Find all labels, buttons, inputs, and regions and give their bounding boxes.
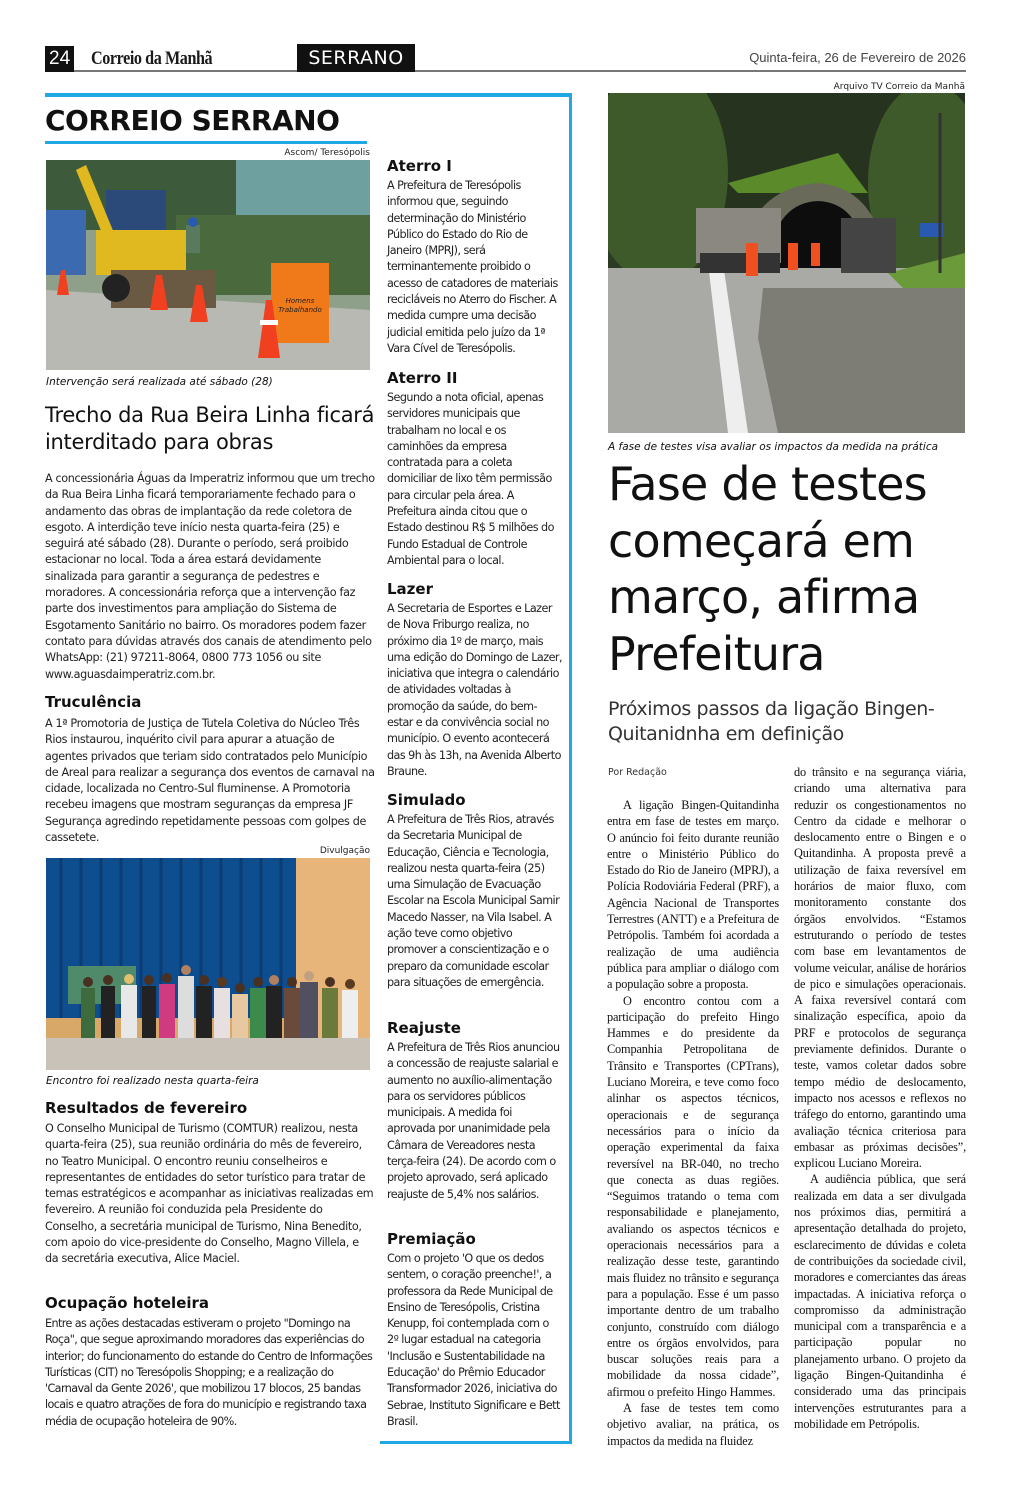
svg-text:Trabalhando: Trabalhando [278,306,322,314]
frame-right-rule [569,93,572,1443]
note-heading: Lazer [387,580,433,598]
note-body: A Prefeitura de Três Rios, através da Secretaria Municipal de Educação, Ciência e Tecnologia, realizou nesta quarta-feira (25) uma Simulação de Evacuação Escolar na Escola Municipal Samir Macedo Nasser, na Vila Isabel. A ação teve como objetivo promover a conscientização e o preparo da comunidade escolar para situações de emergência. [387,813,560,989]
note-body: A Prefeitura de Teresópolis informou que, seguindo determinação do Ministério Público do Estado do Rio de Janeiro (MPRJ), será terminantemente proibido o acesso de catadores de materiais recicláveis no Aterro do Fischer. A medida cumpre uma decisão judicial emitida pelo juízo da 1ª Vara Cível de Teresópolis. [387,179,558,355]
page-number: 24 [45,46,74,72]
note-reajuste [387,1019,562,1203]
ocupacao-body: Entre as ações destacadas estiveram o projeto "Domingo na Roça", que segue aproximando moradores das experiências do interior; do funcionamento do estande do Centro de Informações Turísticas (CIT) no Teresópolis Shopping; e a realização do 'Carnaval da Gente 2026', que mobilizou 17 blocos, 25 bandas locais e quatro atrações de fora do município e registrando taxa média de ocupação hoteleira de 90%. [45,1317,373,1428]
paragraph: do trânsito e na segurança viária, criando uma alternativa para reduzir os congestionamentos no Centro da cidade e melhorar o deslocamento entre o Bingen e o Quitandinha. A proposta prevê a utilização de faixa reversível em horários de maior fluxo, com monitoramento constante dos órgãos envolvidos. “Estamos estruturando o período de testes com base em levantamentos de volume veicular, análise de horários de pico e simulações operacionais. A faixa reversível contará com sinalização específica, apoio da PRF e protocolos de segurança previamente definidos. Durante o teste, vamos coletar dados sobre tempo médio de deslocamento, impacto nos acessos e reflexos no tráfego do entorno, garantindo uma avaliação técnica criteriosa para embasar as próximas decisões”, explicou Luciano Moreira. [794,765,967,1171]
frame-top-rule [45,93,572,97]
paragraph: A fase de testes tem como objetivo avaliar, na prática, os impactos da medida na fluidez [607,1400,779,1448]
photo-credit: Arquivo TV Correio da Manhã [833,82,965,92]
photo-caption: A fase de testes visa avaliar os impactos da medida na prática [608,441,939,453]
note-heading: Simulado [387,791,466,809]
photo-caption: Encontro foi realizado nesta quarta-feira [46,1075,259,1087]
tunnel-photo [608,93,965,433]
paragraph: O encontro contou com a participação do prefeito Hingo Hammes e do presidente da Companhia Petropolitana de Trânsito e Transportes (CPTrans), Luciano Moreira, e teve como foco alinhar os aspectos técnicos, operacionais e de segurança necessários para o início da operação experimental da faixa reversível na BR-040, no trecho que conecta as duas regiões. “Seguimos tratando o tema com responsabilidade e planejamento, avaliando os aspectos técnicos e operacionais necessários para a realização desse teste, garantindo mais fluidez no trânsito e segurança para a população. Esse é um passo importante dentro de um trabalho conjunto, construído com diálogo entre os órgãos envolvidos, para buscar soluções reais para a mobilidade da nossa cidade”, afirmou o prefeito Hingo Hammes. [607,993,779,1399]
story-body: A concessionária Águas da Imperatriz informou que um trecho da Rua Beira Linha ficará temporariamente fechado para o andamento das obras de implantação da rede coletora de esgoto. A interdição teve início nesta quarta-feira (25) e seguirá até sábado (28). Durante o período, será proibido estacionar no local. Toda a área estará devidamente sinalizada para garantir a segurança de pedestres e moradores. A concessionária reforça que a intervenção faz parte dos investimentos para ampliação do Sistema de Esgotamento Sanitário no bairro. Os moradores podem fazer contato para dúvidas através dos canais de atendimento pelo WhatsApp: (21) 97211-8064, 0800 773 1056 ou site www.aguasdaimperatriz.com.br. [45,472,375,681]
note-simulado [387,791,562,991]
note-heading: Aterro II [387,369,458,387]
resultados-body: O Conselho Municipal de Turismo (COMTUR) realizou, nesta quarta-feira (25), sua reunião ordinária do mês de fevereiro, no Teatro Municipal. O encontro reuniu conselheiros e representantes de entidades do setor turístico para tratar de temas estratégicos e acompanhar as iniciativas realizadas em fevereiro. A reunião foi conduzida pela Presidente do Conselho, a secretária municipal de Turismo, Nina Benedito, com apoio do vice-presidente do Conselho, Magno Villela, e da secretária executiva, Alice Maciel. [45,1122,374,1266]
resultados-heading: Resultados de fevereiro [45,1099,248,1117]
note-heading: Reajuste [387,1019,461,1037]
title-rule [45,141,367,144]
note-heading: Premiação [387,1230,476,1248]
section-tag: SERRANO [297,44,415,72]
construction-photo [46,160,370,370]
note-body: Segundo a nota oficial, apenas servidores municipais que trabalham no local e os caminhões da empresa contratada para a coleta domiciliar de lixo têm permissão para circular pela área. A Prefeitura ainda citou que o Estado destinou R$ 5 milhões do Fundo Estadual de Controle Ambiental para o local. [387,391,554,567]
photo-credit: Divulgação [319,846,370,856]
photo-credit: Ascom/ Teresópolis [284,148,370,158]
sign-text: Homens [285,297,315,305]
column-title: CORREIO SERRANO [45,104,340,137]
note-heading: Aterro I [387,157,452,175]
note-aterro-2 [387,369,562,569]
ocupacao-heading: Ocupação hoteleira [45,1294,210,1312]
note-body: A Secretaria de Esportes e Lazer de Nova Friburgo realiza, no próximo dia 1º de março, mais uma edição do Domingo de Lazer, iniciativa que integra o calendário de atividades voltadas à promoção da saúde, do bem-estar e da convivência social no município. O evento acontecerá das 9h às 13h, na Avenida Alberto Braune. [387,602,562,778]
note-lazer [387,580,562,780]
photo-caption: Intervenção será realizada até sábado (28) [46,376,273,388]
main-deck: Próximos passos da ligação Bingen-Quitanidnha em definição [608,698,935,745]
main-body-col1 [607,797,779,1449]
note-premiacao [387,1230,562,1430]
group-photo [46,858,370,1070]
main-headline: Fase de testes começará em março, afirma Prefeitura [608,457,927,681]
main-body-col2 [794,764,966,1432]
paragraph: A ligação Bingen-Quitandinha entra em fase de testes em março. O anúncio foi feito durante reunião entre o Ministério Público do Estado do Rio de Janeiro (MPRJ), a Polícia Rodoviária Federal (PRF), a Agência Nacional de Transportes Terrestres (ANTT) e a Prefeitura de Petrópolis. Também foi acordada a realização de uma audiência pública para ampliar o diálogo com a população sobre a proposta. [607,798,779,992]
frame-bottom-rule [380,1441,572,1444]
story-headline: Trecho da Rua Beira Linha ficará interditado para obras [45,403,375,454]
note-body: A Prefeitura de Três Rios anunciou a concessão de reajuste salarial e aumento no auxílio-alimentação para os servidores públicos municipais. A medida foi aprovada por unanimidade pela Câmara de Vereadores nesta terça-feira (24). De acordo com o projeto aprovado, será aplicado reajuste de 5,4% nos salários. [387,1041,560,1201]
paragraph: A audiência pública, que será realizada em data a ser divulgada nos próximos dias, permitirá a apresentação detalhada do projeto, esclarecimento de dúvidas e coleta de contribuições da sociedade civil, moradores e comerciantes das áreas impactadas. A iniciativa reforça o compromisso da administração municipal com a transparência e a participação popular no planejamento urbano. O projeto da ligação Bingen-Quitandinha é considerado uma das principais intervenções estruturantes para a mobilidade em Petrópolis. [794,1172,966,1431]
issue-date: Quinta-feira, 26 de Fevereiro de 2026 [749,50,966,65]
note-body: Com o projeto 'O que os dedos sentem, o coração preenche!', a professora da Rede Municipal de Ensino de Teresópolis, Cristina Kenupp, foi contemplada com o 2º lugar estadual na categoria 'Inclusão e Sustentabilidade na Educação' do Prêmio Educador Transformador 2026, iniciativa do Sebrae, Instituto Significare e Bett Brasil. [387,1252,560,1428]
truculencia-body: A 1ª Promotoria de Justiça de Tutela Coletiva do Núcleo Três Rios instaurou, inquérito civil para apurar a atuação de agentes privados que teriam sido contratados pelo Município de Areal para realizar a segurança dos eventos de carnaval na cidade, localizada no Centro-Sul fluminense. A Promotoria recebeu imagens que mostram seguranças da empresa JF Segurança agredindo repetidamente pessoas com golpes de cassetete. [45,717,375,845]
byline: Por Redação [608,767,667,778]
paper-logo: Correio da Manhã [91,48,213,69]
masthead [45,44,966,72]
truculencia-heading: Truculência [45,693,142,711]
note-aterro-1 [387,157,562,357]
